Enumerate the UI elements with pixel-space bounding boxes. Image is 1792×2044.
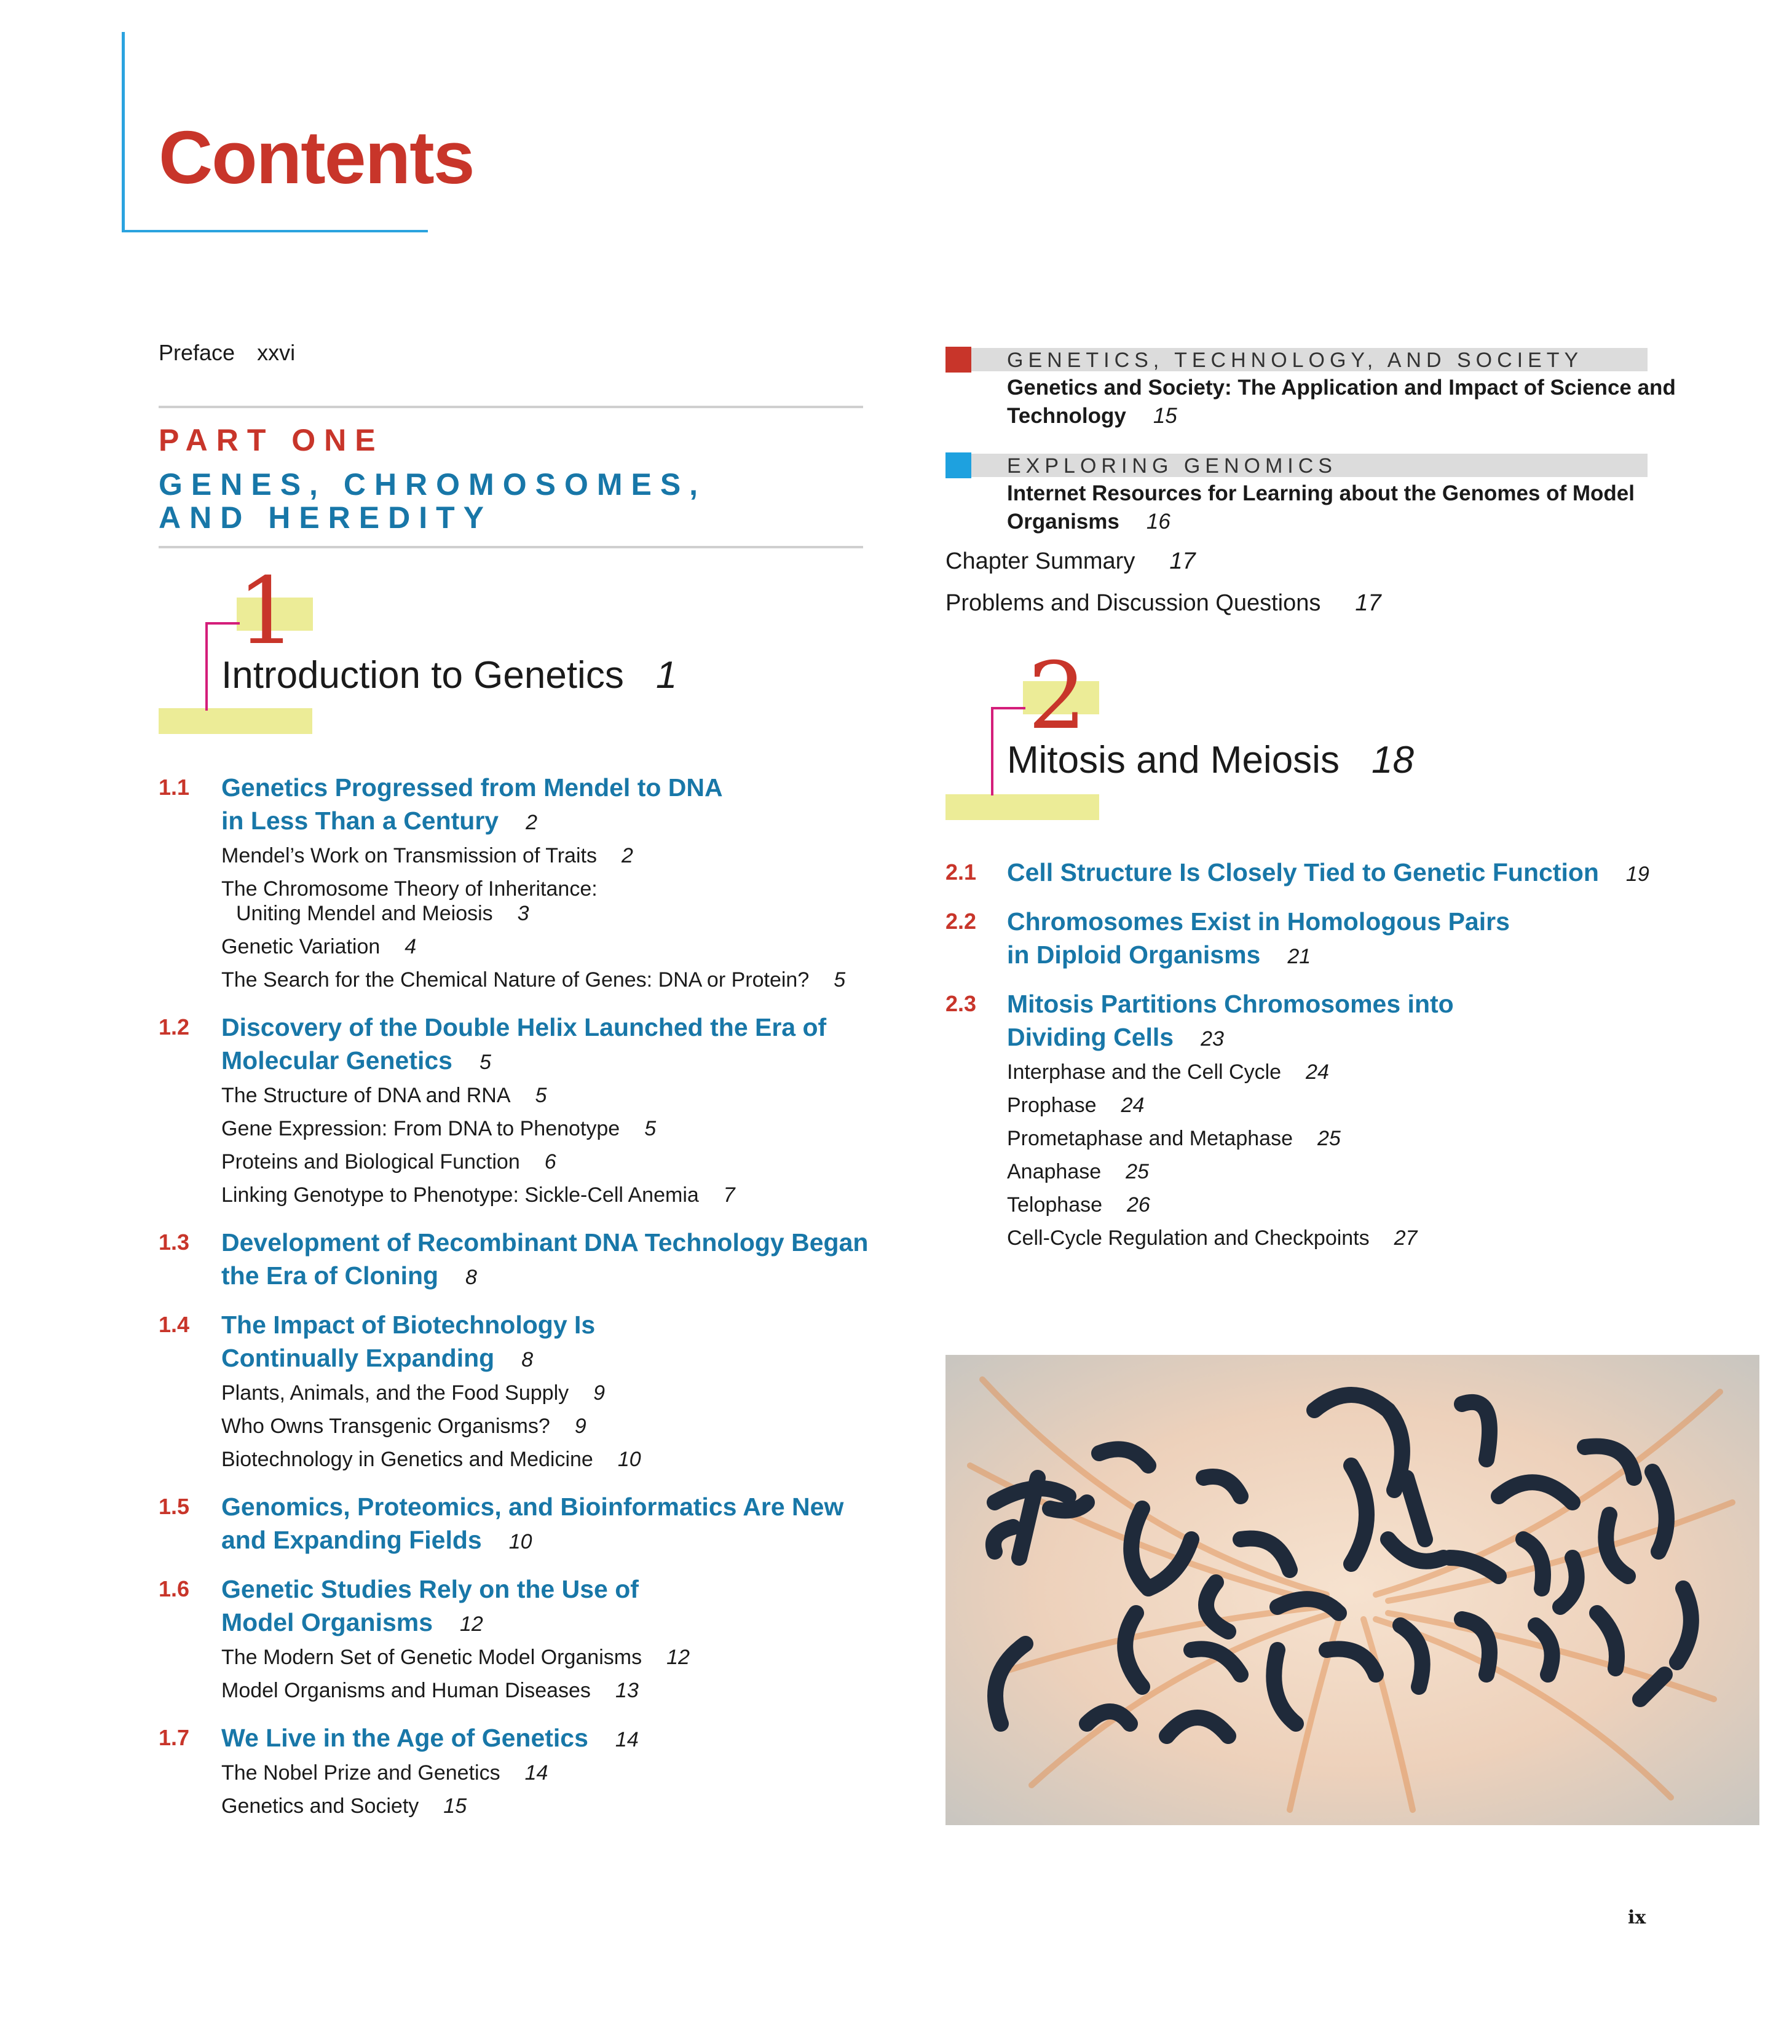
section-page: 5	[479, 1051, 491, 1074]
feature-box-marker	[945, 452, 971, 478]
section-title: Model Organisms	[221, 1608, 433, 1636]
chapter-connector-line	[991, 707, 993, 795]
section-page: 8	[521, 1348, 534, 1371]
section-title: Molecular Genetics	[221, 1046, 452, 1075]
section-title: The Impact of Biotechnology Is	[221, 1311, 596, 1339]
subsection-entry[interactable]: The Chromosome Theory of Inheritance: Uniting Mendel and Meiosis 3	[221, 877, 598, 925]
section-title: and Expanding Fields	[221, 1526, 482, 1554]
problems-entry[interactable]: Problems and Discussion Questions 17	[945, 590, 1381, 616]
section-number: 2.1	[945, 859, 977, 885]
title-rule-vertical	[122, 32, 125, 232]
chapter-title-text: Mitosis and Meiosis	[1007, 739, 1340, 781]
feature-box-label: EXPLORING GENOMICS	[1007, 454, 1337, 478]
section-page: 14	[615, 1728, 639, 1751]
section-1-5[interactable]	[159, 1490, 843, 1558]
section-title: in Less Than a Century	[221, 807, 499, 835]
chapter-connector-line	[205, 622, 240, 625]
section-page: 2	[526, 811, 538, 834]
section-number: 1.2	[159, 1014, 190, 1040]
section-title: Mitosis Partitions Chromosomes into	[1007, 990, 1454, 1018]
subsection-entry[interactable]: Plants, Animals, and the Food Supply 9	[221, 1381, 606, 1405]
subsection-entry[interactable]: The Modern Set of Genetic Model Organisms 12	[221, 1646, 690, 1669]
section-1-6[interactable]	[159, 1572, 690, 1707]
section-number: 1.7	[159, 1725, 190, 1750]
feature-box-label: GENETICS, TECHNOLOGY, AND SOCIETY	[1007, 349, 1584, 372]
section-2-2[interactable]	[945, 905, 1510, 973]
preface-label: Preface	[159, 340, 235, 365]
section-title: Genetics Progressed from Mendel to DNA	[221, 773, 723, 802]
subsection-entry[interactable]: Prometaphase and Metaphase 25	[1007, 1127, 1341, 1150]
section-title: Cell Structure Is Closely Tied to Genetic Function	[1007, 858, 1599, 886]
section-number: 1.5	[159, 1494, 190, 1519]
section-number: 1.3	[159, 1229, 190, 1255]
subsection-entry[interactable]: Interphase and the Cell Cycle 24	[1007, 1060, 1329, 1084]
chapter-2-title[interactable]	[1007, 738, 1414, 783]
section-2-1[interactable]	[945, 856, 1649, 891]
section-title: Chromosomes Exist in Homologous Pairs	[1007, 907, 1510, 936]
chapter-page: 1	[655, 654, 677, 696]
divider	[159, 406, 863, 408]
chapter-title-text: Introduction to Genetics	[221, 654, 624, 696]
section-number: 2.3	[945, 991, 977, 1016]
chapter-title-highlight	[945, 794, 1099, 820]
section-title: in Diploid Organisms	[1007, 941, 1261, 969]
subsection-entry[interactable]: Telophase 26	[1007, 1193, 1150, 1217]
section-title: Discovery of the Double Helix Launched the Era of	[221, 1013, 827, 1041]
subsection-entry[interactable]: Model Organisms and Human Diseases 13	[221, 1679, 639, 1702]
chapter-connector-line	[205, 622, 208, 711]
chapter-page: 18	[1371, 739, 1414, 781]
section-page: 19	[1625, 862, 1649, 886]
subsection-entry[interactable]: Cell-Cycle Regulation and Checkpoints 27	[1007, 1226, 1418, 1250]
section-1-1[interactable]	[159, 771, 845, 996]
section-page: 12	[460, 1612, 483, 1636]
page-number: ix	[1628, 1907, 1646, 1928]
section-1-7[interactable]	[159, 1721, 639, 1823]
subsection-entry[interactable]: Mendel’s Work on Transmission of Traits 2	[221, 844, 633, 867]
section-title: Dividing Cells	[1007, 1023, 1174, 1051]
section-1-4[interactable]	[159, 1308, 641, 1476]
section-title: We Live in the Age of Genetics	[221, 1724, 588, 1752]
preface-page: xxvi	[257, 340, 296, 365]
part-title-line2: AND HEREDITY	[159, 500, 493, 535]
part-label: PART ONE	[159, 423, 384, 457]
divider	[159, 546, 863, 548]
section-number: 1.1	[159, 775, 190, 800]
section-page: 8	[465, 1266, 477, 1289]
chapter-connector-line	[991, 707, 1025, 709]
section-page: 23	[1201, 1027, 1224, 1051]
feature-box-marker	[945, 347, 971, 373]
subsection-entry[interactable]: Prophase 24	[1007, 1094, 1145, 1117]
chapter-title-highlight	[159, 708, 312, 734]
chapter-2-number: 2	[1028, 643, 1087, 750]
chromosome-micrograph	[945, 1355, 1759, 1825]
title-rule-horizontal	[122, 230, 428, 232]
section-title: Continually Expanding	[221, 1344, 495, 1372]
subsection-entry[interactable]: Biotechnology in Genetics and Medicine 10	[221, 1448, 641, 1471]
subsection-entry[interactable]: Genetic Variation 4	[221, 935, 417, 958]
feature-box-entry[interactable]: Genetics and Society: The Application and Impact of Science and Technology 15	[1007, 376, 1676, 428]
section-title: Genetic Studies Rely on the Use of	[221, 1575, 639, 1603]
section-2-3[interactable]	[945, 987, 1454, 1255]
subsection-entry[interactable]: The Structure of DNA and RNA 5	[221, 1084, 547, 1107]
subsection-entry[interactable]: Linking Genotype to Phenotype: Sickle-Cell Anemia 7	[221, 1183, 735, 1207]
subsection-entry[interactable]: Gene Expression: From DNA to Phenotype 5	[221, 1117, 657, 1140]
chapter-1-number: 1	[237, 558, 296, 665]
section-title: the Era of Cloning	[221, 1261, 439, 1290]
section-1-2[interactable]	[159, 1011, 826, 1212]
section-1-3[interactable]	[159, 1226, 868, 1294]
subsection-entry[interactable]: Proteins and Biological Function 6	[221, 1150, 556, 1174]
page-title: Contents	[159, 116, 474, 199]
section-title: Development of Recombinant DNA Technology Began	[221, 1228, 869, 1257]
subsection-entry[interactable]: Who Owns Transgenic Organisms? 9	[221, 1415, 586, 1438]
feature-box-entry[interactable]: Internet Resources for Learning about the Genomes of Model Organisms 16	[1007, 481, 1635, 534]
part-title-line1: GENES, CHROMOSOMES,	[159, 467, 707, 502]
subsection-entry[interactable]: Anaphase 25	[1007, 1160, 1149, 1183]
preface-entry[interactable]	[159, 339, 295, 366]
subsection-entry[interactable]: Genetics and Society 15	[221, 1794, 467, 1818]
subsection-entry[interactable]: The Nobel Prize and Genetics 14	[221, 1761, 548, 1785]
section-number: 1.4	[159, 1312, 190, 1337]
section-title: Genomics, Proteomics, and Bioinformatics Are New	[221, 1493, 844, 1521]
chapter-summary-entry[interactable]: Chapter Summary 17	[945, 548, 1196, 574]
subsection-entry[interactable]: The Search for the Chemical Nature of Genes: DNA or Protein? 5	[221, 968, 846, 992]
section-page: 21	[1287, 945, 1311, 968]
section-page: 10	[508, 1530, 532, 1553]
section-number: 1.6	[159, 1576, 190, 1601]
chapter-1-title[interactable]	[221, 653, 677, 698]
section-number: 2.2	[945, 909, 977, 934]
